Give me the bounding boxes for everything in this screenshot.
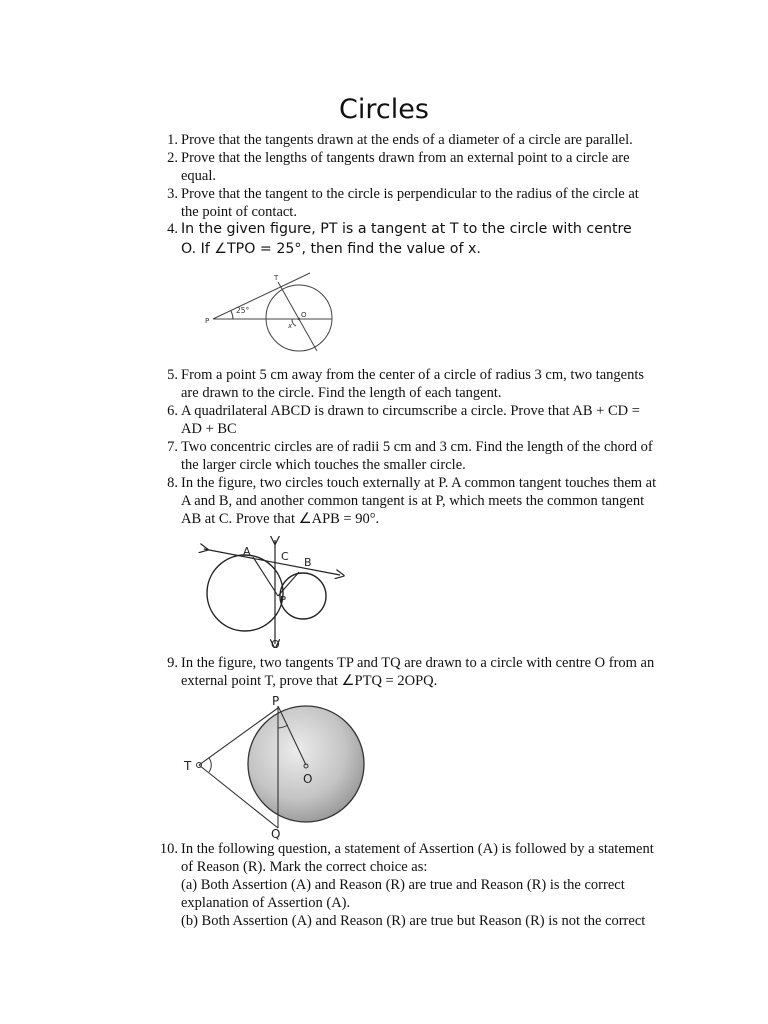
label-q: Q: [271, 827, 281, 840]
label-t: T: [274, 274, 279, 282]
angle-x-arc: [292, 319, 296, 326]
question-line: the larger circle which touches the smaller circle.: [181, 457, 466, 473]
question-line: AB at C. Prove that ∠APB = 90°.: [181, 511, 380, 527]
question-line: equal.: [181, 168, 217, 184]
line-bp: [278, 572, 299, 596]
question-line: the point of contact.: [181, 204, 297, 220]
question-text: [181, 185, 681, 221]
figure-two-tangents: [180, 692, 370, 840]
right-circle: [280, 573, 326, 619]
question-line: A quadrilateral ABCD is drawn to circumscribe a circle. Prove that AB + CD =: [181, 403, 640, 419]
question-number: 1.: [167, 132, 178, 148]
question-text: [181, 474, 681, 528]
question-text: [181, 654, 681, 690]
question-line: A and B, and another common tangent is at P, which meets the common tangent: [181, 493, 645, 509]
angle-arc: [231, 311, 233, 319]
label-x: x: [288, 322, 293, 330]
label-b: B: [304, 556, 312, 569]
question-text: [181, 438, 681, 474]
figure-tangent-angle: [200, 268, 340, 358]
question-line: Prove that the lengths of tangents drawn from an external point to a circle are: [181, 150, 630, 166]
question-number: 8.: [167, 475, 178, 491]
question-text: [181, 840, 681, 930]
question-number: 2.: [167, 150, 178, 166]
question-number: 10.: [159, 841, 178, 857]
question-line: In the figure, two tangents TP and TQ are drawn to a circle with centre O from an: [181, 655, 655, 671]
question-line: Prove that the tangents drawn at the ends of a diameter of a circle are parallel.: [181, 132, 633, 148]
question-line: external point T, prove that ∠PTQ = 2OPQ.: [181, 673, 438, 689]
page-title: Circles: [339, 94, 429, 125]
label-angle: 25°: [236, 306, 250, 315]
question-line: are drawn to the circle. Find the length of each tangent.: [181, 385, 502, 401]
question-line: O. If ∠TPO = 25°, then find the value of x.: [181, 241, 481, 257]
angle-ptq-arc: [209, 758, 211, 772]
option-line: (a) Both Assertion (A) and Reason (R) are true and Reason (R) is the correct: [181, 877, 625, 893]
left-circle: [207, 555, 283, 631]
line-through-t: [278, 282, 317, 351]
question-text: [181, 402, 681, 438]
question-number: 9.: [167, 655, 178, 671]
question-line: Prove that the tangent to the circle is perpendicular to the radius of the circle at: [181, 186, 639, 202]
common-tangent-ab: [204, 549, 340, 575]
question-line: of Reason (R). Mark the correct choice as:: [181, 859, 428, 875]
label-c: C: [281, 550, 289, 563]
question-number: 4.: [167, 221, 178, 237]
question-text: [181, 131, 681, 149]
label-t: T: [184, 759, 192, 773]
question-number: 3.: [167, 186, 178, 202]
question-line: In the given figure, PT is a tangent at T to the circle with centre: [181, 221, 632, 237]
question-line: In the figure, two circles touch externally at P. A common tangent touches them at: [181, 475, 657, 491]
question-number: 7.: [167, 439, 178, 455]
label-o: O: [303, 772, 313, 786]
question-number: 6.: [167, 403, 178, 419]
question-line: In the following question, a statement of Assertion (A) is followed by a statement: [181, 841, 654, 857]
center-point: [298, 318, 300, 320]
label-p: P: [205, 317, 210, 325]
question-line: AD + BC: [181, 421, 237, 437]
option-line: (b) Both Assertion (A) and Reason (R) are true but Reason (R) is not the correct: [181, 913, 646, 929]
label-q: Q: [271, 638, 280, 648]
label-p: P: [272, 694, 280, 708]
option-line: explanation of Assertion (A).: [181, 895, 351, 911]
label-o: O: [301, 311, 307, 319]
question-text: [181, 366, 681, 402]
figure-touching-circles: [198, 536, 348, 648]
question-line: Two concentric circles are of radii 5 cm and 3 cm. Find the length of the chord of: [181, 439, 653, 455]
question-text: [181, 219, 681, 259]
label-p: P: [280, 595, 287, 606]
question-number: 5.: [167, 367, 178, 383]
label-a: A: [243, 545, 251, 558]
question-line: From a point 5 cm away from the center of a circle of radius 3 cm, two tangents: [181, 367, 645, 383]
question-text: [181, 149, 681, 185]
